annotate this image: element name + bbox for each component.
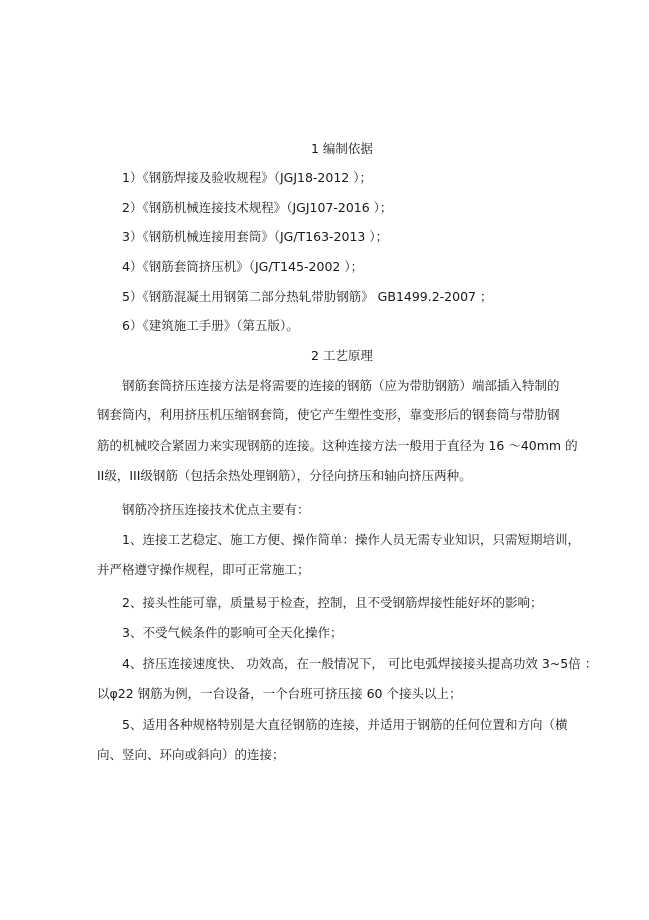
- reference-item-5: 5）《钢筋混凝土用钢第二部分热轧带肋钢筋》 GB1499.2-2007 ；: [122, 289, 493, 304]
- advantage-1-line-2: 并严格遵守操作规程，即可正常施工；: [97, 562, 310, 577]
- reference-item-6: 6）《建筑施工手册》（第五版）。: [122, 318, 299, 333]
- reference-item-2: 2）《钢筋机械连接技术规程》（JGJ107-2016 ）；: [122, 200, 393, 215]
- principle-line-1: 钢筋套筒挤压连接方法是将需要的连接的钢筋（应为带肋钢筋）端部插入特制的: [122, 378, 560, 393]
- principle-line-3: 筋的机械咬合紧固力来实现钢筋的连接。这种连接方法一般用于直径为 16 ～40mm 的: [97, 438, 578, 453]
- advantage-3: 3、不受气候条件的影响可全天化操作；: [122, 625, 343, 640]
- advantage-5-line-1: 5、适用各种规格特别是大直径钢筋的连接，并适用于钢筋的任何位置和方向（横: [122, 717, 568, 732]
- reference-item-1: 1）《钢筋焊接及验收规程》（JGJ18-2012 ）；: [122, 170, 372, 185]
- reference-item-4: 4）《钢筋套筒挤压机》（JG/T145-2002 ）；: [122, 259, 364, 274]
- advantage-5-line-2: 向、竖向、环向或斜向）的连接；: [97, 747, 285, 762]
- section-1-title: 1 编制依据: [311, 141, 373, 156]
- advantages-intro: 钢筋冷挤压连接技术优点主要有：: [122, 502, 310, 517]
- reference-item-3: 3）《钢筋机械连接用套筒》（JG/T163-2013 ）；: [122, 229, 389, 244]
- advantage-4-line-1: 4、挤压连接速度快、 功效高，在一般情况下， 可比电弧焊接接头提高功效 3~5倍 ：: [122, 656, 598, 671]
- advantage-4-line-2: 以φ22 钢筋为例，一台设备，一个台班可挤压接 60 个接头以上；: [97, 686, 462, 701]
- principle-line-2: 钢套筒内，利用挤压机压缩钢套筒，使它产生塑性变形，靠变形后的钢套筒与带肋钢: [97, 407, 560, 422]
- section-2-title: 2 工艺原理: [311, 348, 373, 363]
- principle-line-4: II级，III级钢筋（包括余热处理钢筋），分径向挤压和轴向挤压两种。: [97, 468, 472, 483]
- advantage-1-line-1: 1、连接工艺稳定、施工方便、操作简单：操作人员无需专业知识，只需短期培训，: [122, 532, 580, 547]
- advantage-2: 2、接头性能可靠，质量易于检查，控制，且不受钢筋焊接性能好坏的影响；: [122, 595, 543, 610]
